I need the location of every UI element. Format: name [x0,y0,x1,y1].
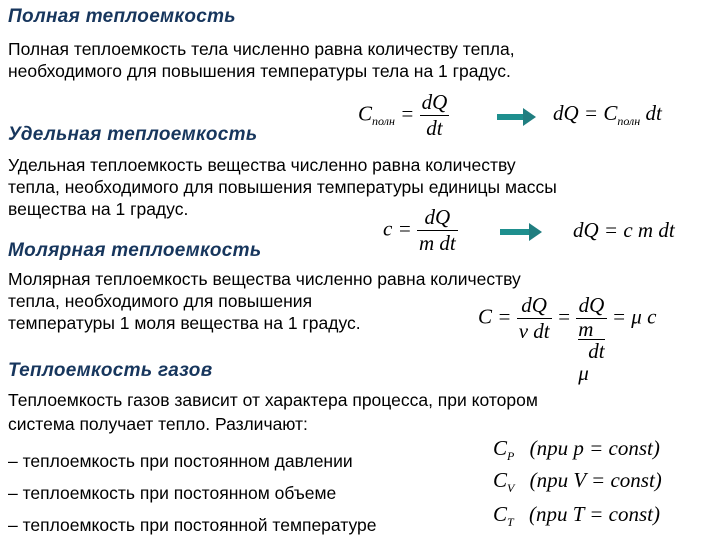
text-line: тепла, необходимого для повышения [8,291,313,311]
text-line: Полная теплоемкость тела численно равна количеству тепла, [8,39,515,59]
formula-text: c = [383,216,412,241]
formula-text: = μ c [611,304,657,329]
formula-ct [493,502,660,527]
formula-subscript: полн [617,114,641,128]
fraction-denominator: ν dt [518,319,550,343]
text-line: температуры 1 моля вещества на 1 градус. [8,313,361,333]
paragraph-molar-heat-capacity [8,268,521,334]
list-item: – теплоемкость при постоянной температуре [8,515,377,535]
fraction-numerator: dQ [578,293,605,317]
text-line: система получает тепло. Различают: [8,414,308,434]
formula-equals: = [400,101,415,126]
formula-full-result [553,101,662,126]
formula-symbol: C [493,468,508,492]
text-line: Удельная теплоемкость вещества численно равна количеству [8,155,516,175]
heading-gas-heat-capacity: Теплоемкость газов [8,360,213,381]
formula-full-heat-capacity [358,90,449,141]
formula-subscript: T [507,515,514,529]
formula-condition: (при V = const) [529,468,662,492]
formula-cv [493,468,662,493]
gas-list [8,445,377,541]
formula-symbol: C [493,502,508,526]
formula-symbol: C [493,436,508,460]
text-line: Теплоемкость газов зависит от характера процесса, при котором [8,390,538,410]
heading-specific-heat-capacity: Удельная теплоемкость [8,124,258,145]
fraction-denominator [576,318,606,384]
inner-numerator: m [578,317,594,341]
formula-subscript: полн [372,114,395,129]
paragraph-gas-heat-capacity [8,388,538,436]
text-line: тепла, необходимого для повышения температуры единицы массы [8,177,557,197]
fraction [420,90,450,141]
formula-subscript: V [507,481,515,495]
inner-symbol: μ [578,361,589,385]
arrow-right-icon [497,114,524,120]
fraction-numerator: dQ [521,293,547,317]
list-item: – теплоемкость при постоянном давлении [8,451,353,471]
formula-specific-heat-capacity [383,205,458,256]
formula-equals: = [556,304,572,329]
formula-text: C = [478,304,512,329]
compound-fraction [576,293,606,384]
formula-molar-heat-capacity [478,293,656,384]
fraction-numerator: dQ [424,205,451,229]
formula-symbol: C [358,101,373,126]
formula-text: dt [640,101,662,125]
formula-condition: (при T = const) [528,502,660,526]
fraction [517,293,552,344]
heading-full-heat-capacity: Полная теплоемкость [8,6,236,27]
heading-molar-heat-capacity: Молярная теплоемкость [8,240,262,261]
inner-denominator: dt [578,339,604,362]
fraction-denominator: dt [420,115,450,141]
text-line: необходимого для повышения температуры тела на 1 градус. [8,61,511,81]
formula-specific-result: dQ = c m dt [573,218,675,242]
fraction-numerator: dQ [421,90,448,114]
fraction [417,205,458,256]
formula-subscript: P [507,449,515,463]
formula-condition: (при p = const) [529,436,660,460]
text-line: вещества на 1 градус. [8,199,189,219]
paragraph-specific-heat-capacity [8,154,557,220]
paragraph-full-heat-capacity [8,38,515,82]
formula-cp [493,436,660,461]
arrow-right-icon [500,229,530,235]
fraction-denominator: m dt [419,231,456,255]
text-line: Молярная теплоемкость вещества численно равна количеству [8,269,521,289]
list-item: – теплоемкость при постоянном объеме [8,483,337,503]
formula-text: dQ = C [553,101,618,125]
